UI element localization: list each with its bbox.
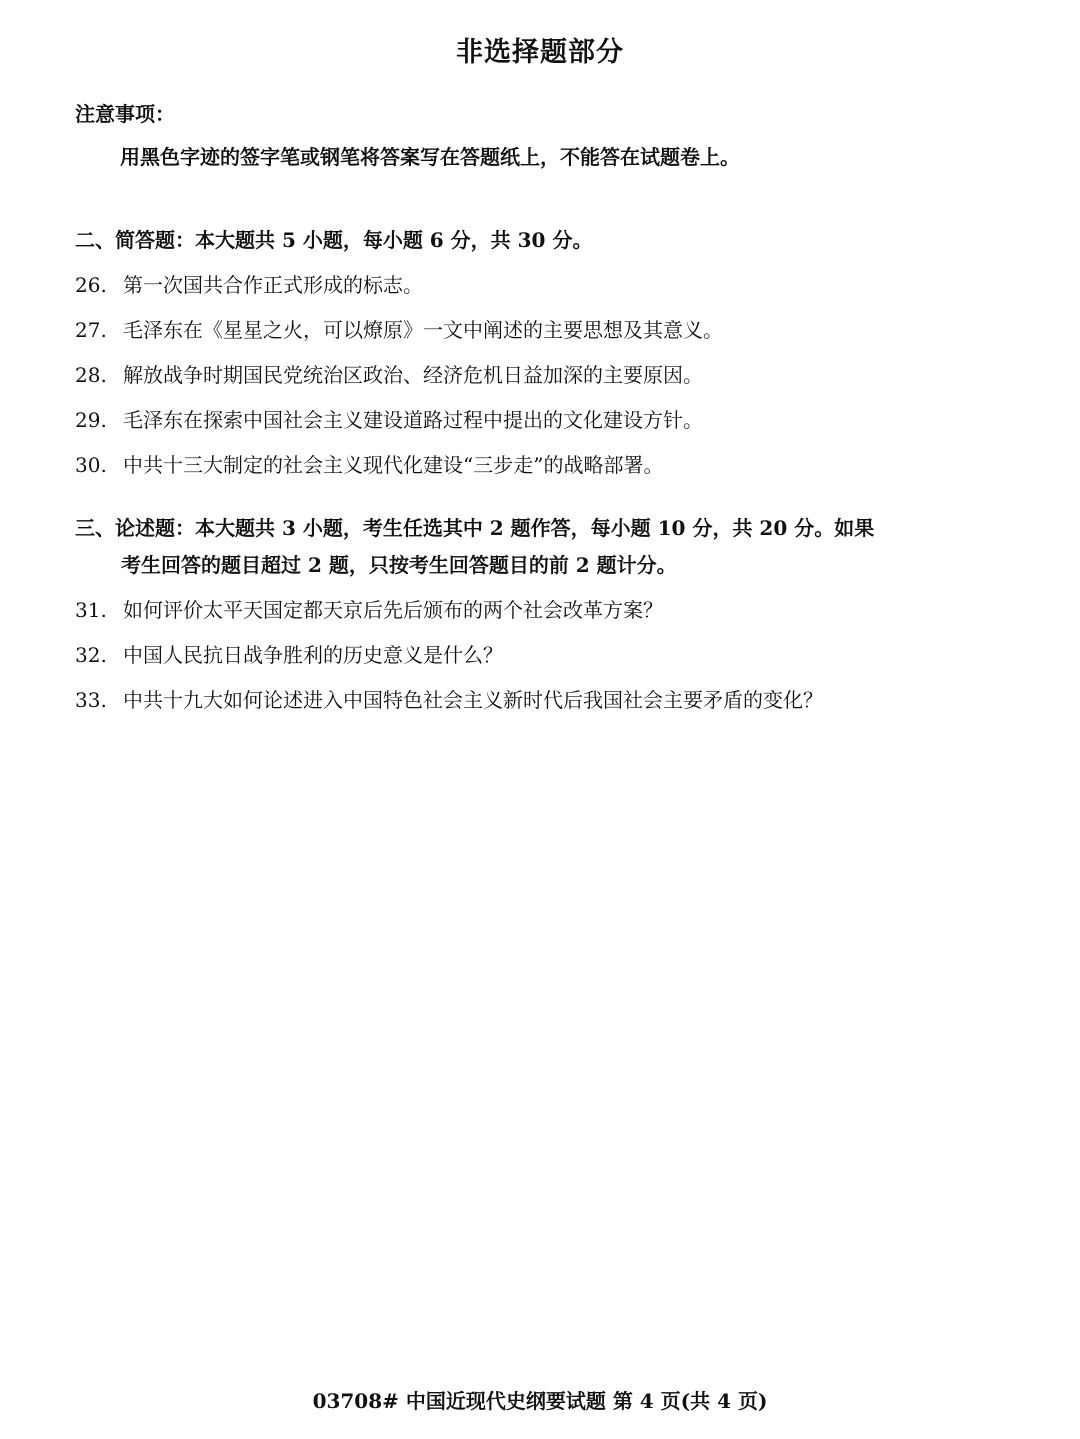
- question-item: [75, 359, 703, 388]
- question-number: 26.: [75, 273, 107, 297]
- question-text: 毛泽东在《星星之火，可以燎原》一文中阐述的主要思想及其意义。: [123, 318, 723, 342]
- section3-heading-line1: 三、论述题：本大题共 3 小题，考生任选其中 2 题作答，每小题 10 分，共 20 分。如果: [75, 516, 875, 540]
- question-item: [75, 639, 503, 668]
- section2-heading: 二、简答题：本大题共 5 小题，每小题 6 分，共 30 分。: [75, 228, 593, 252]
- question-number: 33.: [75, 688, 107, 712]
- question-number: 27.: [75, 318, 107, 342]
- question-text: 第一次国共合作正式形成的标志。: [123, 273, 423, 297]
- question-item: [75, 594, 663, 623]
- page-footer: 03708# 中国近现代史纲要试题 第 4 页(共 4 页): [312, 1389, 768, 1413]
- question-item: [75, 314, 723, 343]
- question-text: 中国人民抗日战争胜利的历史意义是什么？: [123, 643, 503, 667]
- section3-heading-line2: 考生回答的题目超过 2 题，只按考生回答题目的前 2 题计分。: [121, 553, 677, 577]
- question-text: 中共十九大如何论述进入中国特色社会主义新时代后我国社会主要矛盾的变化？: [123, 688, 823, 712]
- question-number: 29.: [75, 408, 107, 432]
- question-item: [75, 449, 663, 478]
- question-text: 如何评价太平天国定都天京后先后颁布的两个社会改革方案？: [123, 598, 663, 622]
- notice-heading: 注意事项：: [75, 102, 175, 126]
- question-text: 中共十三大制定的社会主义现代化建设“三步走”的战略部署。: [123, 453, 664, 477]
- section3-heading: [75, 510, 975, 584]
- question-item: [75, 404, 703, 433]
- question-number: 28.: [75, 363, 107, 387]
- question-number: 30.: [75, 453, 107, 477]
- question-item: [75, 684, 823, 713]
- question-number: 32.: [75, 643, 107, 667]
- question-item: [75, 269, 423, 298]
- page-title: 非选择题部分: [456, 37, 624, 68]
- question-text: 毛泽东在探索中国社会主义建设道路过程中提出的文化建设方针。: [123, 408, 703, 432]
- question-text: 解放战争时期国民党统治区政治、经济危机日益加深的主要原因。: [123, 363, 703, 387]
- notice-body: 用黑色字迹的签字笔或钢笔将答案写在答题纸上，不能答在试题卷上。: [120, 145, 740, 169]
- question-number: 31.: [75, 598, 107, 622]
